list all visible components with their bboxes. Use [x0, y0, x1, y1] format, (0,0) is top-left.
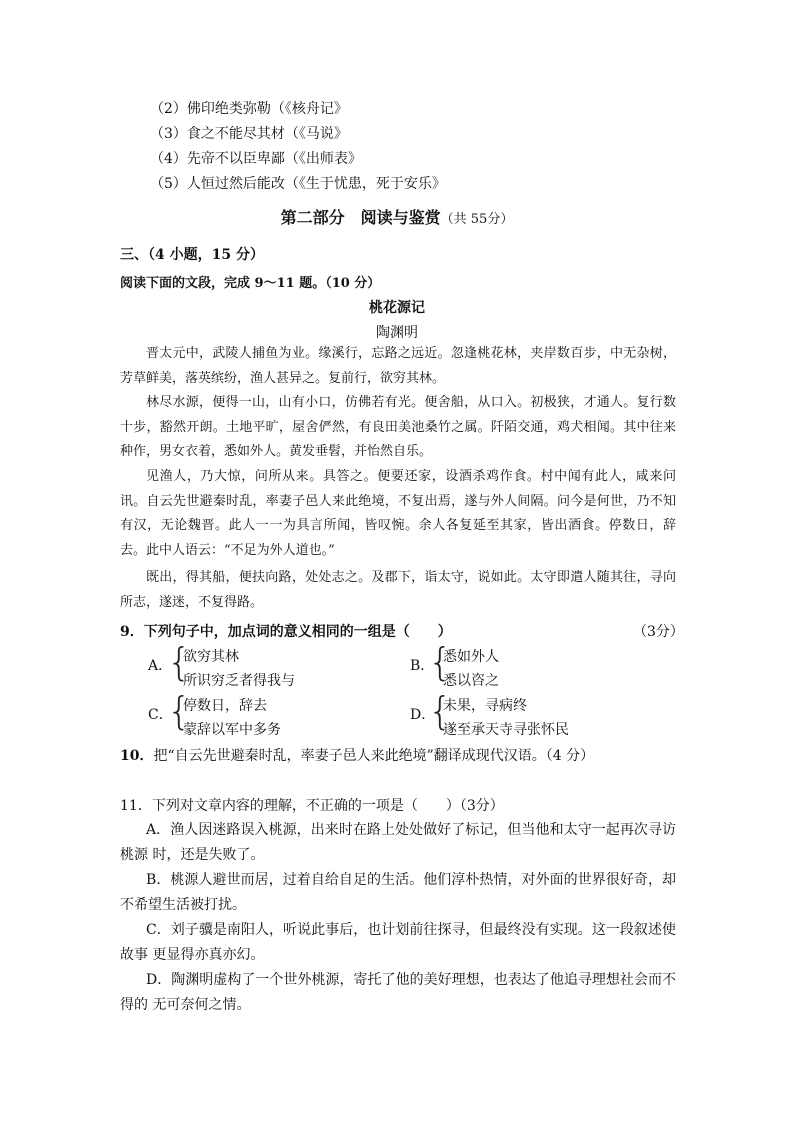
prev-item-4: （4）先帝不以臣卑鄙（《出师表》 [150, 151, 362, 167]
passage-paragraph-1: 晋太元中，武陵人捕鱼为业。缘溪行，忘路之远近。忽逢桃花林，夹岸数百步，中无杂树，芳草鲜美，落英缤纷，渔人甚异之。复前行，欲穷其林。 [120, 346, 676, 386]
passage-paragraph-3: 见渔人，乃大惊，问所从来。具答之。便要还家，设酒杀鸡作食。村中闻有此人，咸来问讯。自云先世避秦时乱，率妻子邑人来此绝境，不复出焉，遂与外人间隔。问今是何世，乃不知有汉，无论魏晋。此人一一为具言所闻，皆叹惋。余人各复延至其家，皆出酒食。停数日，辞去。此中人语云：“不足为外人道也。” [120, 469, 676, 558]
part-title-row [0, 205, 794, 228]
q9-option-b-label: B． [410, 658, 435, 674]
part-title: 第二部分 阅读与鉴赏 [280, 208, 441, 227]
q9-option-c-line2: 蒙辞以军中多务 [183, 722, 281, 738]
passage-paragraph-4: 既出，得其船，便扶向路，处处志之。及郡下，诣太守，说如此。太守即遣人随其往，寻向所志，遂迷，不复得路。 [120, 570, 676, 610]
q11-option-d: D．陶渊明虚构了一个世外桃源，寄托了他的美好理想，也表达了他追寻理想社会而不得的 无可奈何之情。 [120, 972, 676, 1013]
q9-option-b-line2: 悉以咨之 [443, 673, 499, 689]
passage-title: 桃花源记 [369, 300, 425, 316]
q9-option-b-line1: 悉如外人 [443, 649, 499, 665]
q9-option-c-line1: 停数日，辞去 [183, 698, 267, 714]
q9-option-c-label: C． [148, 707, 173, 723]
q9-option-d-line1: 未果，寻病终 [443, 698, 527, 714]
q10-number: 10． [120, 748, 154, 764]
left-brace-icon: { [428, 640, 453, 684]
q9-option-d-label: D． [410, 707, 436, 723]
passage-author: 陶渊明 [376, 325, 418, 341]
q11-option-b: B．桃源人避世而居，过着自给自足的生活。他们淳朴热情，对外面的世界很好奇，却不希望生活被打扰。 [120, 872, 676, 913]
q9-option-d-line2: 遂至承天寺寻张怀民 [443, 722, 569, 738]
q11-option-a: A．渔人因迷路误入桃源，出来时在路上处处做好了标记，但当他和太守一起再次寻访桃源 时，还是失败了。 [120, 822, 676, 863]
left-brace-icon: { [167, 689, 192, 733]
q9-option-a-line2: 所识穷乏者得我与 [183, 673, 295, 689]
prev-item-3: （3）食之不能尽其材（《马说》 [150, 126, 348, 142]
prev-item-2: （2）佛印绝类弥勒（《核舟记》 [150, 101, 348, 117]
q9-stem-text: 9．下列句子中，加点词的意义相同的一组是（ ） [120, 624, 452, 640]
q9-stem [120, 621, 452, 641]
passage-paragraph-2: 林尽水源，便得一山，山有小口，仿佛若有光。便舍船，从口入。初极狭，才通人。复行数十步，豁然开朗。土地平旷，屋舍俨然，有良田美池桑竹之属。阡陌交通，鸡犬相闻。其中往来种作，男女衣着，悉如外人。黄发垂髫，并怡然自乐。 [120, 395, 676, 459]
q9-option-a-label: A． [148, 658, 173, 674]
q10 [120, 745, 594, 765]
section-heading: 三、（4 小题，15 分） [120, 247, 264, 263]
q9-score: （3分） [633, 624, 684, 640]
prev-item-5: （5）人恒过然后能改（《生于忧患，死于安乐》 [150, 176, 446, 192]
left-brace-icon: { [428, 689, 453, 733]
instruction: 阅读下面的文段，完成 9～11 题。（10 分） [120, 276, 381, 291]
q9-option-a-line1: 欲穷其林 [183, 649, 239, 665]
q11-stem: 11．下列对文章内容的理解，不正确的一项是（ ）（3分） [120, 798, 504, 814]
part-score: （共 55分） [440, 212, 514, 227]
left-brace-icon: { [167, 640, 192, 684]
q10-text: 把“自云先世避秦时乱，率妻子邑人来此绝境”翻译成现代汉语。（4 分） [153, 748, 595, 764]
q11-option-c: C．刘子骥是南阳人，听说此事后，也计划前往探寻，但最终没有实现。这一段叙述使故事 更显得亦真亦幻。 [120, 922, 676, 963]
